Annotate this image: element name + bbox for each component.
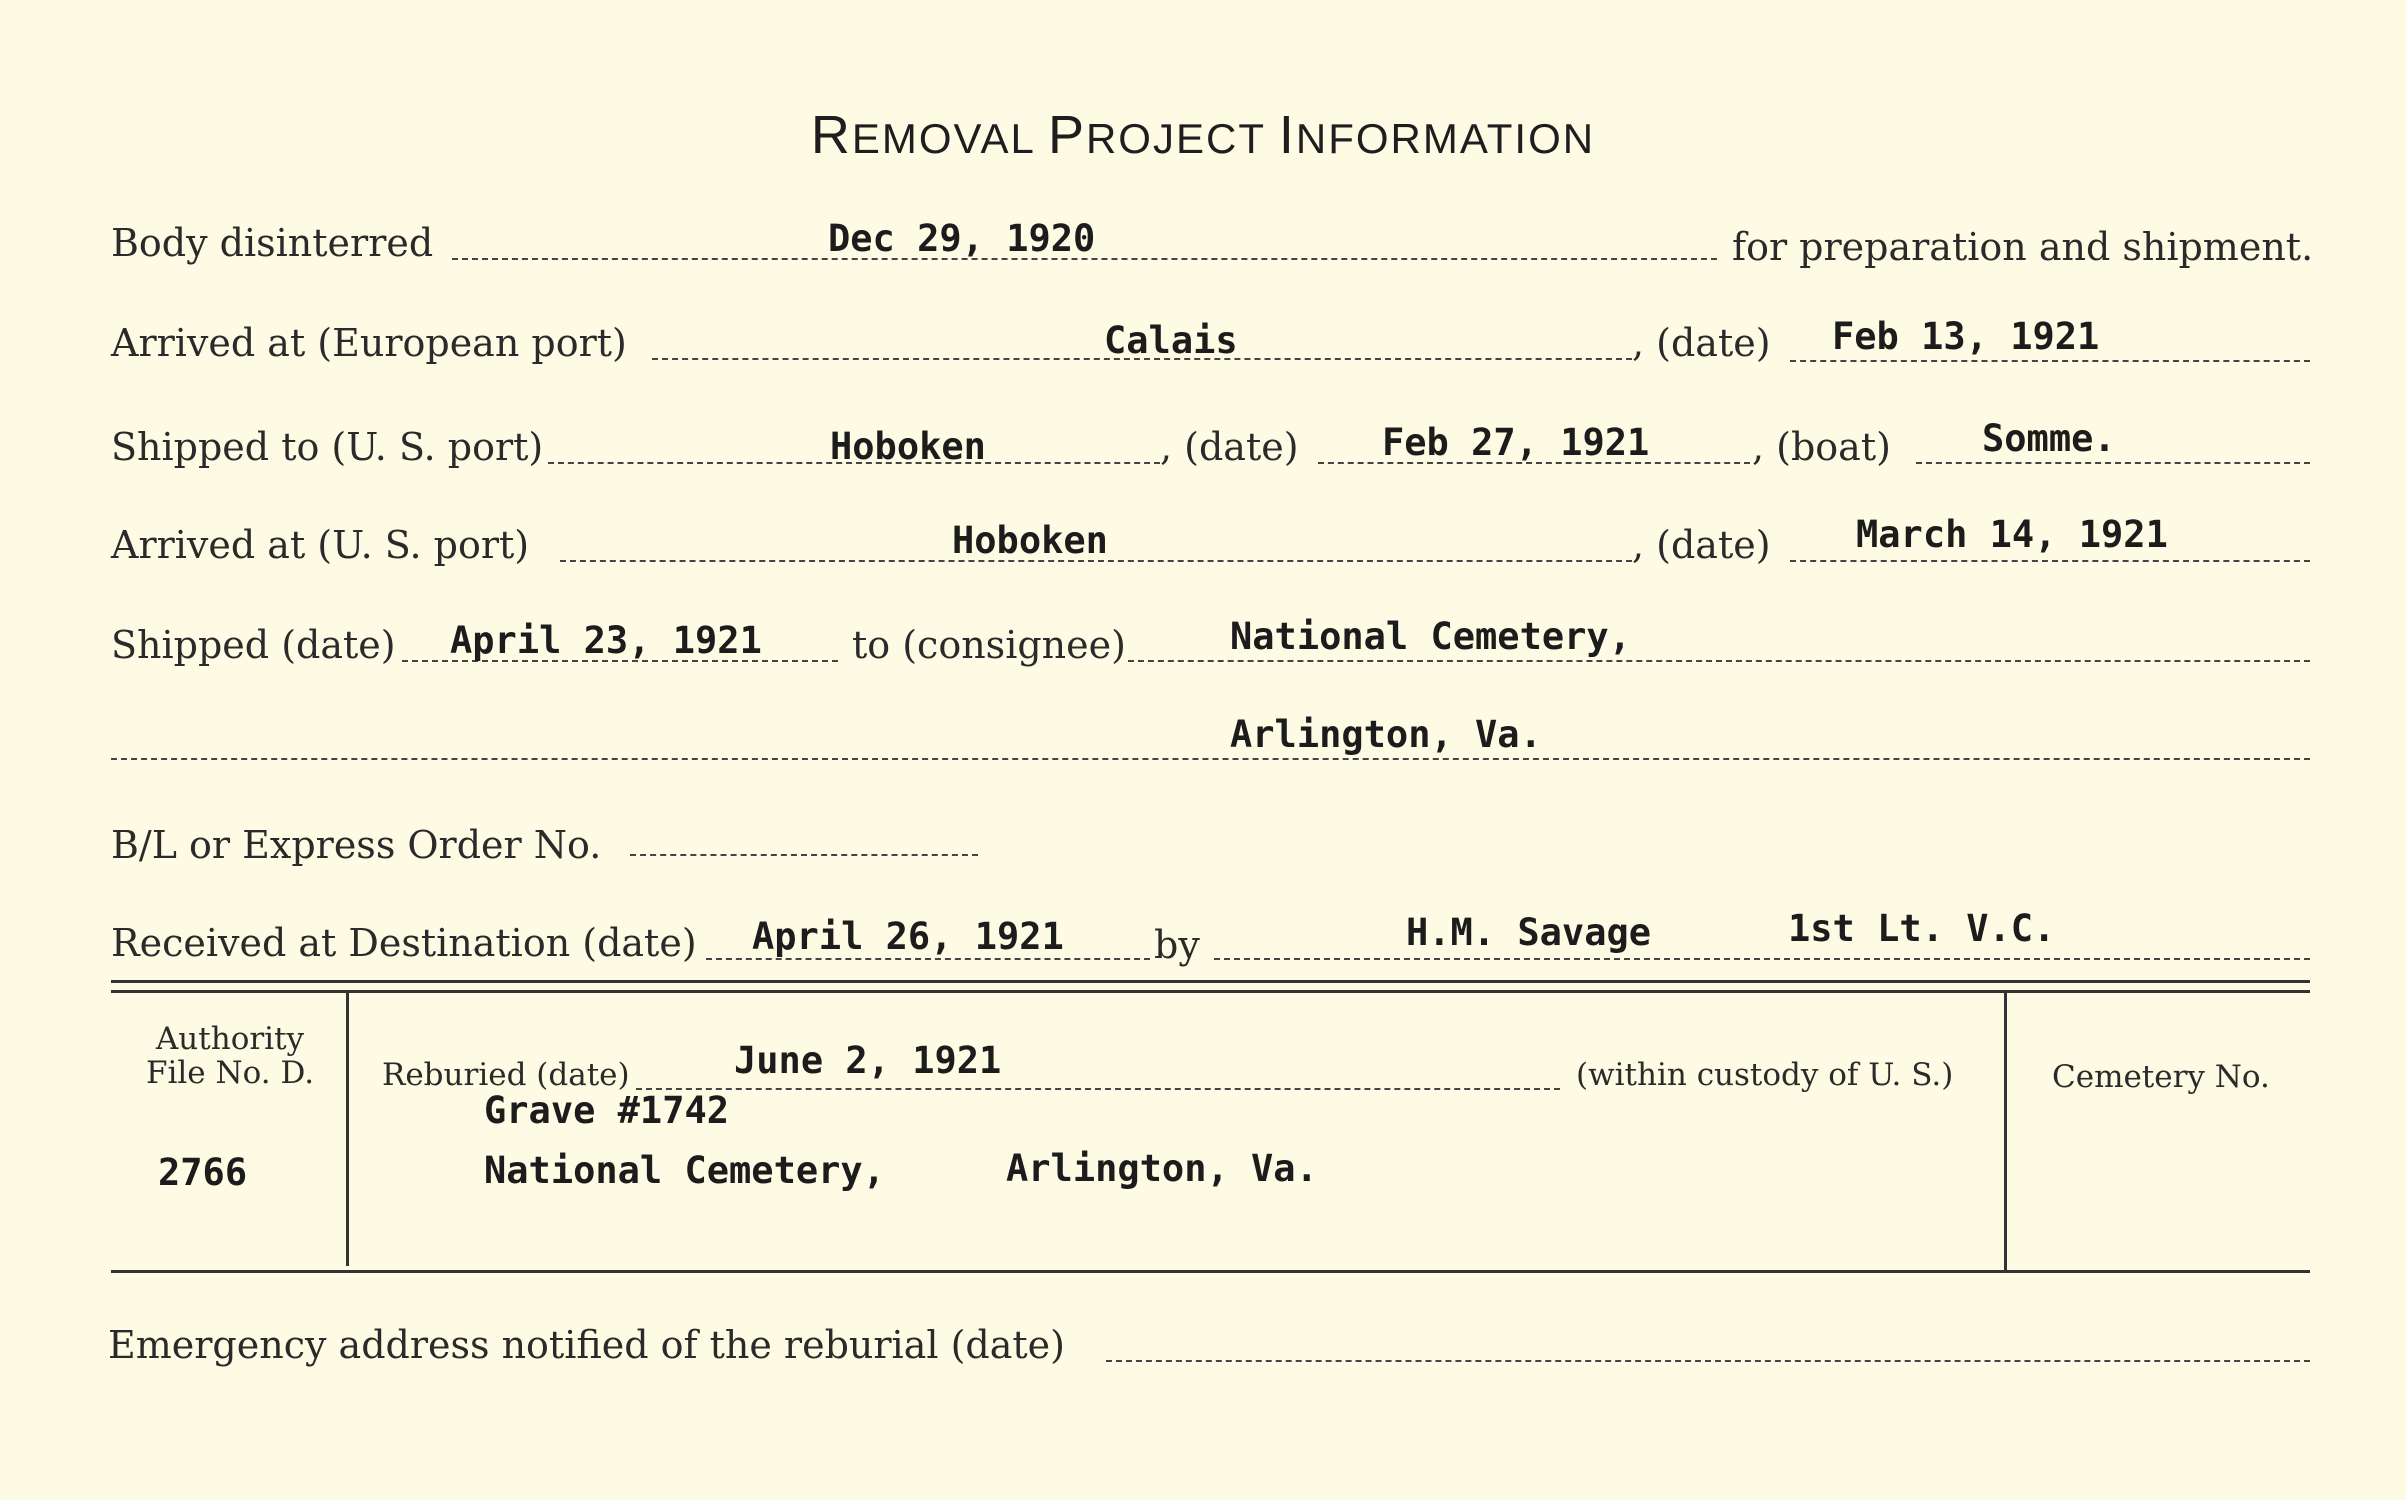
european-date-value: Feb 13, 1921 [1832, 315, 2100, 358]
received-date: April 26, 1921 [752, 915, 1064, 958]
form-title [0, 104, 2406, 166]
arrived-us-date-line [1790, 560, 2310, 562]
consignee-line-2: Arlington, Va. [1230, 713, 1542, 756]
arrived-us-value: Hoboken [952, 519, 1108, 562]
title-cap-1: R [810, 105, 852, 165]
reburied-date: June 2, 1921 [734, 1039, 1002, 1082]
shipped-us-date-value: Feb 27, 1921 [1382, 421, 1650, 464]
authority-label-1: Authority [155, 1021, 305, 1057]
consignee-line [1128, 660, 2310, 662]
cemetery-no-label: Cemetery No. [2052, 1059, 2270, 1095]
emergency-label: Emergency address notified of the reburial (date) [108, 1323, 1065, 1367]
box-divider-right [2004, 992, 2007, 1272]
reburial-cemetery: National Cemetery, [484, 1149, 885, 1192]
reburied-label: Reburied (date) [382, 1057, 630, 1093]
bl-order-label: B/L or Express Order No. [111, 823, 602, 867]
disinterred-suffix: for preparation and shipment. [1732, 225, 2314, 269]
boat-line [1916, 462, 2310, 464]
arrived-us-date-label: , (date) [1632, 523, 1771, 567]
reburial-location: Arlington, Va. [1006, 1147, 1318, 1190]
box-bottom-rule [111, 1270, 2310, 1273]
european-date-label: , (date) [1632, 321, 1771, 365]
title-cap-2: P [1047, 105, 1086, 165]
european-port-value: Calais [1104, 319, 1238, 362]
title-rest-3: NFORMATION [1295, 115, 1596, 162]
shipped-us-date-label: , (date) [1160, 425, 1299, 469]
grave-number: Grave #1742 [484, 1089, 730, 1132]
title-rest-1: EMOVAL [851, 115, 1035, 162]
consignee-label: to (consignee) [852, 623, 1126, 667]
received-by-label: by [1154, 923, 1200, 967]
received-by-name: H.M. Savage [1406, 911, 1652, 954]
received-line [706, 958, 1150, 960]
box-top-rule-2 [111, 990, 2310, 993]
authority-file-no: 2766 [158, 1151, 248, 1194]
shipped-date-value: April 23, 1921 [450, 619, 762, 662]
shipped-date-label: Shipped (date) [111, 623, 396, 667]
authority-label-2: File No. D. [145, 1055, 315, 1091]
shipped-us-value: Hoboken [830, 425, 986, 468]
bl-order-line [630, 854, 978, 856]
shipped-us-label: Shipped to (U. S. port) [111, 425, 544, 469]
arrived-us-label: Arrived at (U. S. port) [111, 523, 530, 567]
title-cap-3: I [1278, 105, 1296, 165]
boat-label: , (boat) [1752, 425, 1891, 469]
european-port-label: Arrived at (European port) [111, 321, 627, 365]
european-date-line [1790, 360, 2310, 362]
box-top-rule-1 [111, 980, 2310, 983]
received-by-rank: 1st Lt. V.C. [1788, 907, 2056, 950]
consignee-line-2-rule [111, 758, 2310, 760]
disinterred-label: Body disinterred [111, 221, 434, 265]
disinterred-date: Dec 29, 1920 [828, 217, 1096, 260]
box-divider-left [346, 992, 349, 1266]
received-by-line [1214, 958, 2310, 960]
title-rest-2: ROJECT [1085, 115, 1266, 162]
emergency-line [1106, 1360, 2310, 1362]
received-label: Received at Destination (date) [111, 921, 697, 965]
custody-note: (within custody of U. S.) [1576, 1057, 1954, 1093]
consignee-line-1: National Cemetery, [1230, 615, 1631, 658]
arrived-us-date-value: March 14, 1921 [1856, 513, 2168, 556]
reburied-line [636, 1088, 1560, 1090]
boat-value: Somme. [1982, 417, 2116, 460]
